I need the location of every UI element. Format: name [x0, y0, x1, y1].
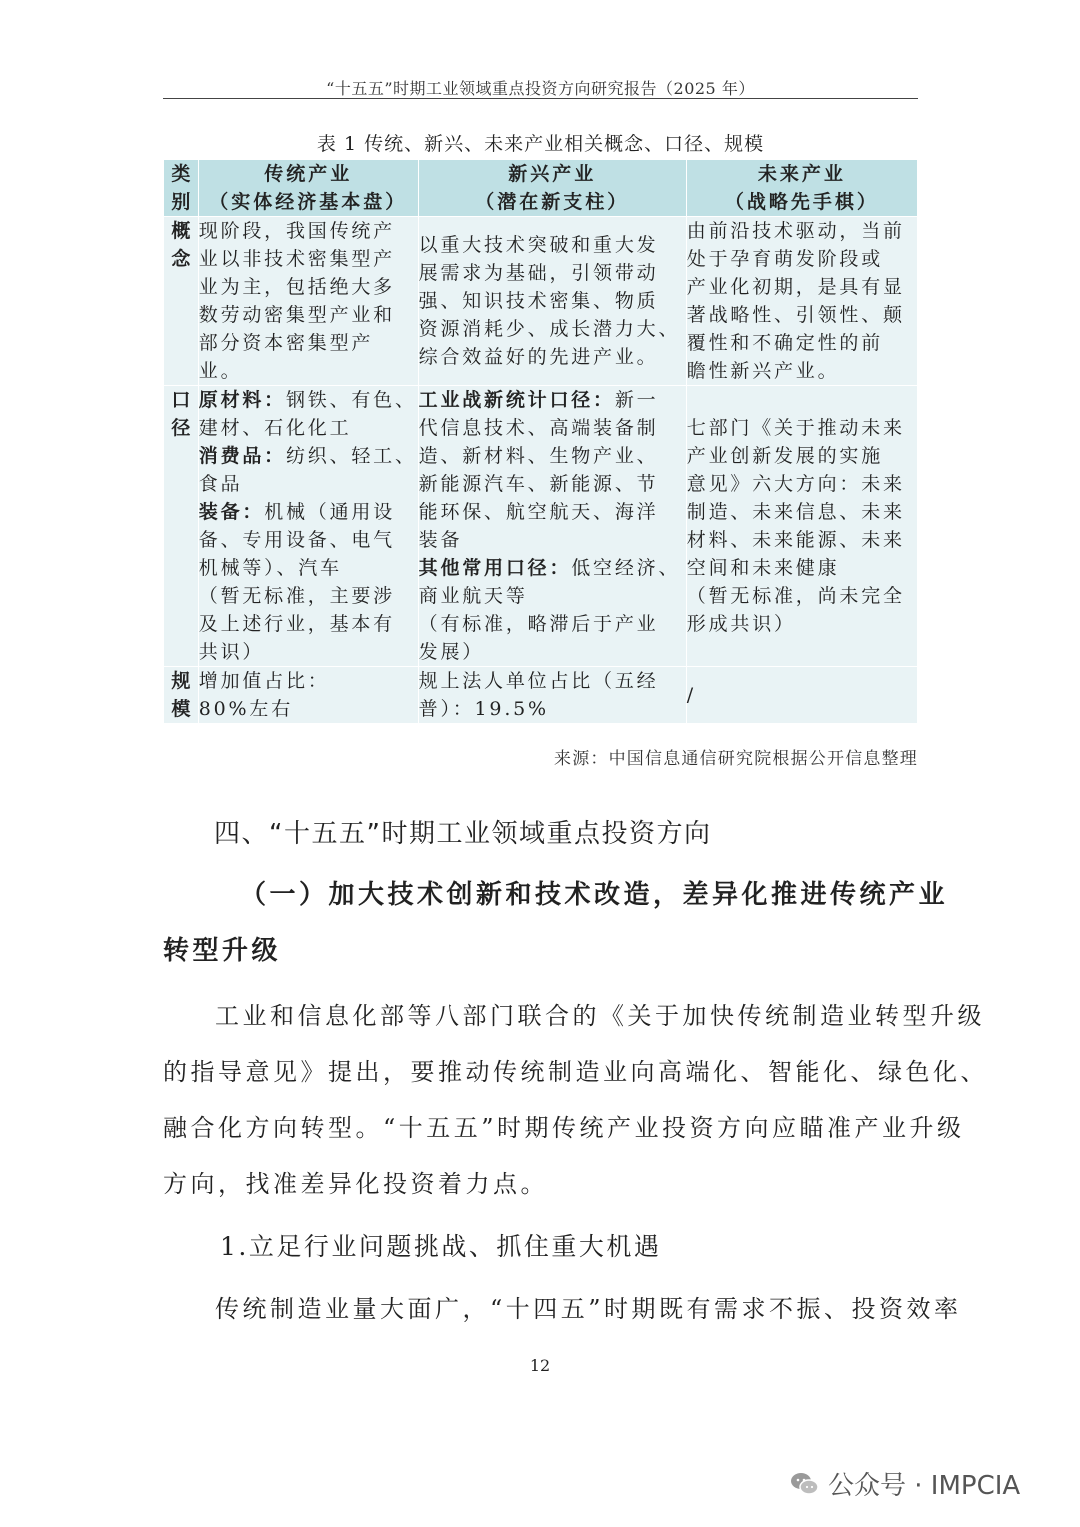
cell-scope-emerging: 工业战新统计口径：新一 代信息技术、高端装备制 造、新材料、生物产业、 新能源汽车、新能源、节 能环保、航空航天、海洋 装备 其他常用口径：低空经济、 商业航天等 （有标准，略滞后于产业 发展） — [418, 386, 686, 667]
cell-scope-traditional: 原材料：钢铁、有色、 建材、石化化工 消费品：纺织、轻工、 食品 装备：机械（通用设 备、专用设备、电气 机械等）、汽车 （暂无标准，主要涉 及上述行业，基本有 共识） — [198, 386, 418, 667]
point-heading: 1.立足行业问题挑战、抓住重大机遇 — [220, 1232, 662, 1261]
header-future: 未来产业 （战略先手棋） — [686, 160, 917, 217]
table-source-note: 来源：中国信息通信研究院根据公开信息整理 — [554, 749, 918, 769]
table-caption: 表 1 传统、新兴、未来产业相关概念、口径、规模 — [316, 133, 765, 155]
row-label-scale: 规 模 — [164, 667, 199, 724]
row-label-scope: 口 径 — [164, 386, 199, 667]
page-number: 12 — [529, 1356, 551, 1375]
industry-concept-table — [163, 159, 918, 724]
header-rule — [163, 98, 918, 99]
paragraph-line: 融合化方向转型。“十五五”时期传统产业投资方向应瞄准产业升级 — [163, 1114, 965, 1142]
paragraph-line: 工业和信息化部等八部门联合的《关于加快传统制造业转型升级 — [215, 1002, 985, 1030]
table-row-scope — [164, 386, 918, 667]
row-label-concept: 概 念 — [164, 217, 199, 386]
watermark — [790, 1465, 1020, 1502]
subsection-heading-line1: （一）加大技术创新和技术改造，差异化推进传统产业 — [240, 880, 949, 910]
cell-concept-future: 由前沿技术驱动，当前 处于孕育萌发阶段或 产业化初期，是具有显 著战略性、引领性、颠 覆性和不确定性的前 瞻性新兴产业。 — [686, 217, 917, 386]
cell-scale-emerging: 规上法人单位占比（五经 普）：19.5% — [418, 667, 686, 724]
paragraph-line: 传统制造业量大面广，“十四五”时期既有需求不振、投资效率 — [215, 1295, 962, 1323]
watermark-text: 公众号 · IMPCIA — [828, 1471, 1021, 1501]
cell-concept-traditional: 现阶段，我国传统产 业以非技术密集型产 业为主，包括绝大多 数劳动密集型产业和 部分资本密集型产 业。 — [198, 217, 418, 386]
cell-scale-future: / — [686, 667, 917, 724]
cell-concept-emerging: 以重大技术突破和重大发 展需求为基础，引领带动 强、知识技术密集、物质 资源消耗少、成长潜力大、 综合效益好的先进产业。 — [418, 217, 686, 386]
header-category: 类 别 — [164, 160, 199, 217]
wechat-icon — [790, 1471, 820, 1497]
header-traditional: 传统产业 （实体经济基本盘） — [198, 160, 418, 217]
header-emerging: 新兴产业 （潜在新支柱） — [418, 160, 686, 217]
paragraph-line: 方向，找准差异化投资着力点。 — [163, 1170, 548, 1198]
table-row-scale — [164, 667, 918, 724]
running-header: “十五五”时期工业领域重点投资方向研究报告（2025 年） — [326, 79, 755, 98]
section-heading: 四、“十五五”时期工业领域重点投资方向 — [214, 819, 712, 849]
cell-scope-future: 七部门《关于推动未来 产业创新发展的实施 意见》六大方向：未来 制造、未来信息、未来 材料、未来能源、未来 空间和未来健康 （暂无标准，尚未完全 形成共识） — [686, 386, 917, 667]
paragraph-line: 的指导意见》提出，要推动传统制造业向高端化、智能化、绿色化、 — [163, 1058, 988, 1086]
cell-scale-traditional: 增加值占比： 80%左右 — [198, 667, 418, 724]
table-row-concept — [164, 217, 918, 386]
subsection-heading-line2: 转型升级 — [163, 936, 282, 966]
